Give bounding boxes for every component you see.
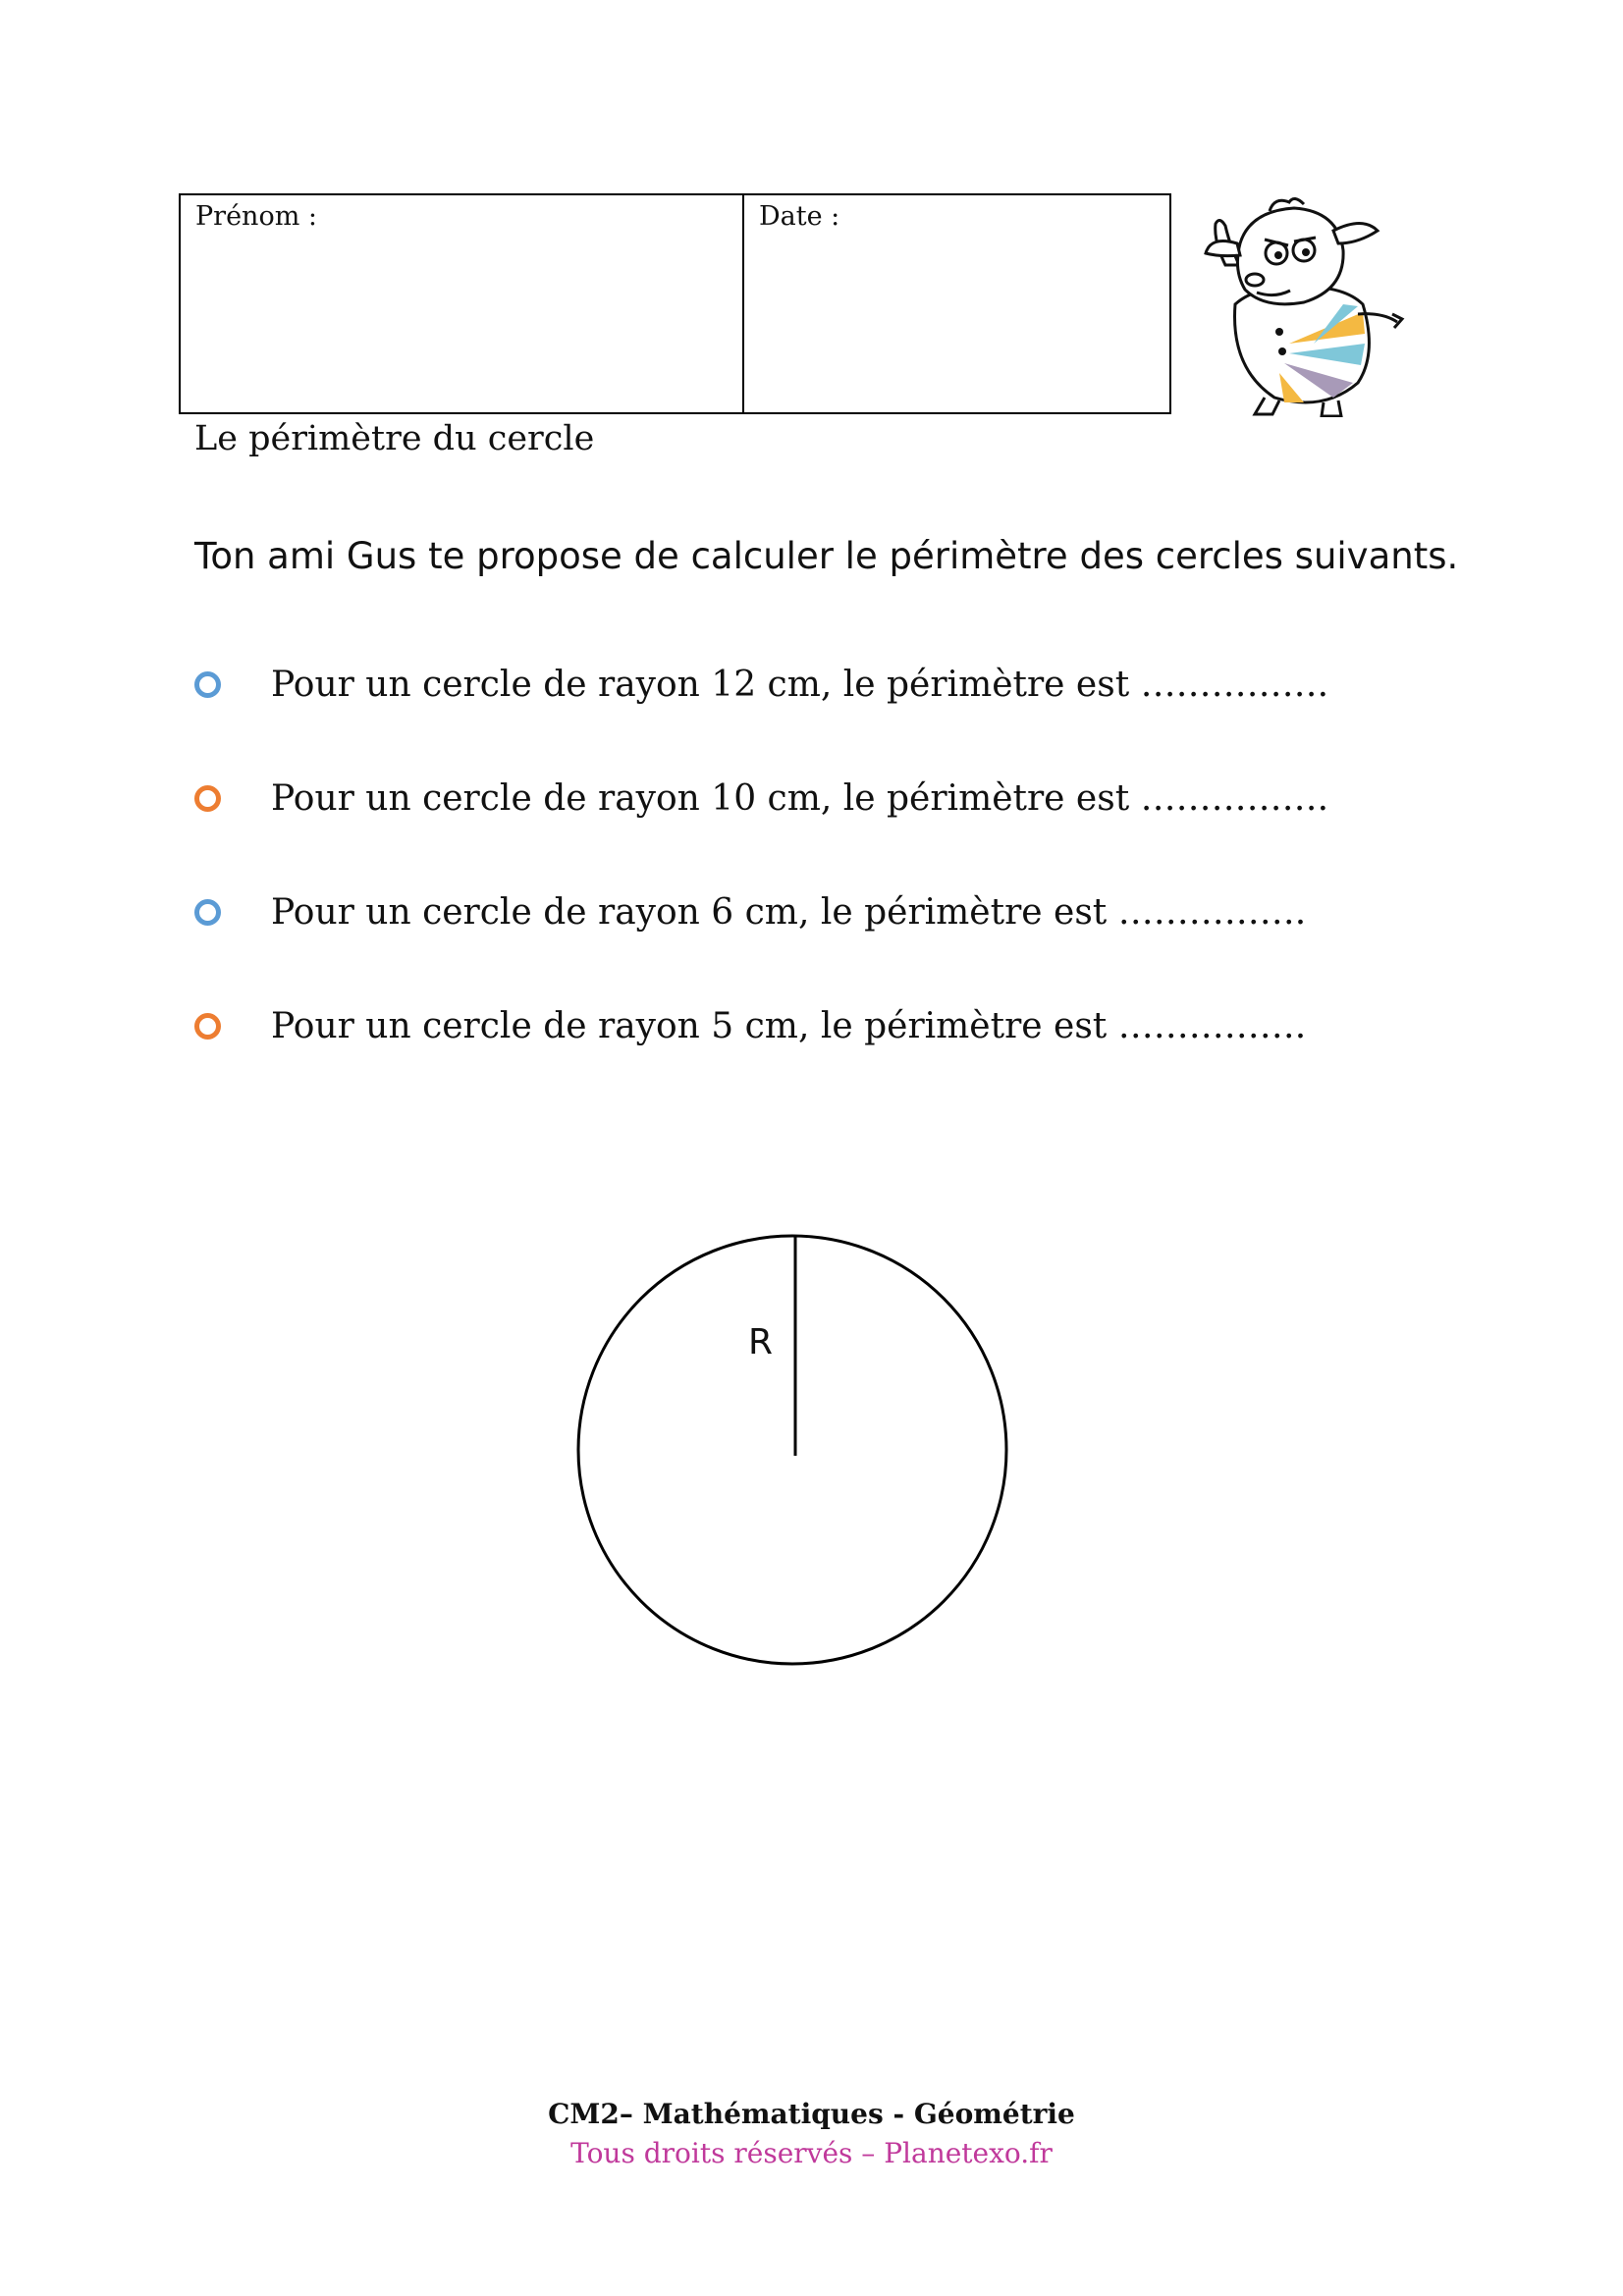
header-table: [179, 193, 1171, 414]
sheep-mascot-icon: [1196, 196, 1412, 417]
footer-copyright: Tous droits réservés – Planetexo.fr: [570, 2137, 1053, 2169]
prenom-field[interactable]: [181, 195, 744, 412]
date-field[interactable]: [744, 195, 1169, 412]
circle-figure: [574, 1232, 1010, 1668]
question-text: Pour un cercle de rayon 10 cm, le périmètre est …………….: [271, 777, 1329, 819]
circle-bullet-icon: [194, 671, 221, 698]
circle-shape: [578, 1236, 1006, 1664]
question-item: [194, 774, 1329, 823]
question-text: Pour un cercle de rayon 5 cm, le périmètre est …………….: [271, 1005, 1307, 1046]
page-title: Le périmètre du cercle: [194, 419, 595, 458]
circle-bullet-icon: [194, 1013, 221, 1040]
question-item: [194, 1001, 1307, 1050]
question-item: [194, 887, 1307, 936]
prenom-label: Prénom :: [195, 201, 317, 232]
question-item: [194, 660, 1329, 709]
question-text: Pour un cercle de rayon 12 cm, le périmètre est …………….: [271, 664, 1329, 705]
date-label: Date :: [759, 201, 840, 232]
circle-bullet-icon: [194, 785, 221, 812]
circle-bullet-icon: [194, 899, 221, 926]
instruction-text: Ton ami Gus te propose de calculer le périmètre des cercles suivants.: [194, 535, 1459, 577]
footer-subject: CM2– Mathématiques - Géométrie: [548, 2098, 1075, 2130]
question-text: Pour un cercle de rayon 6 cm, le périmètre est …………….: [271, 891, 1307, 933]
radius-label: R: [748, 1322, 774, 1362]
